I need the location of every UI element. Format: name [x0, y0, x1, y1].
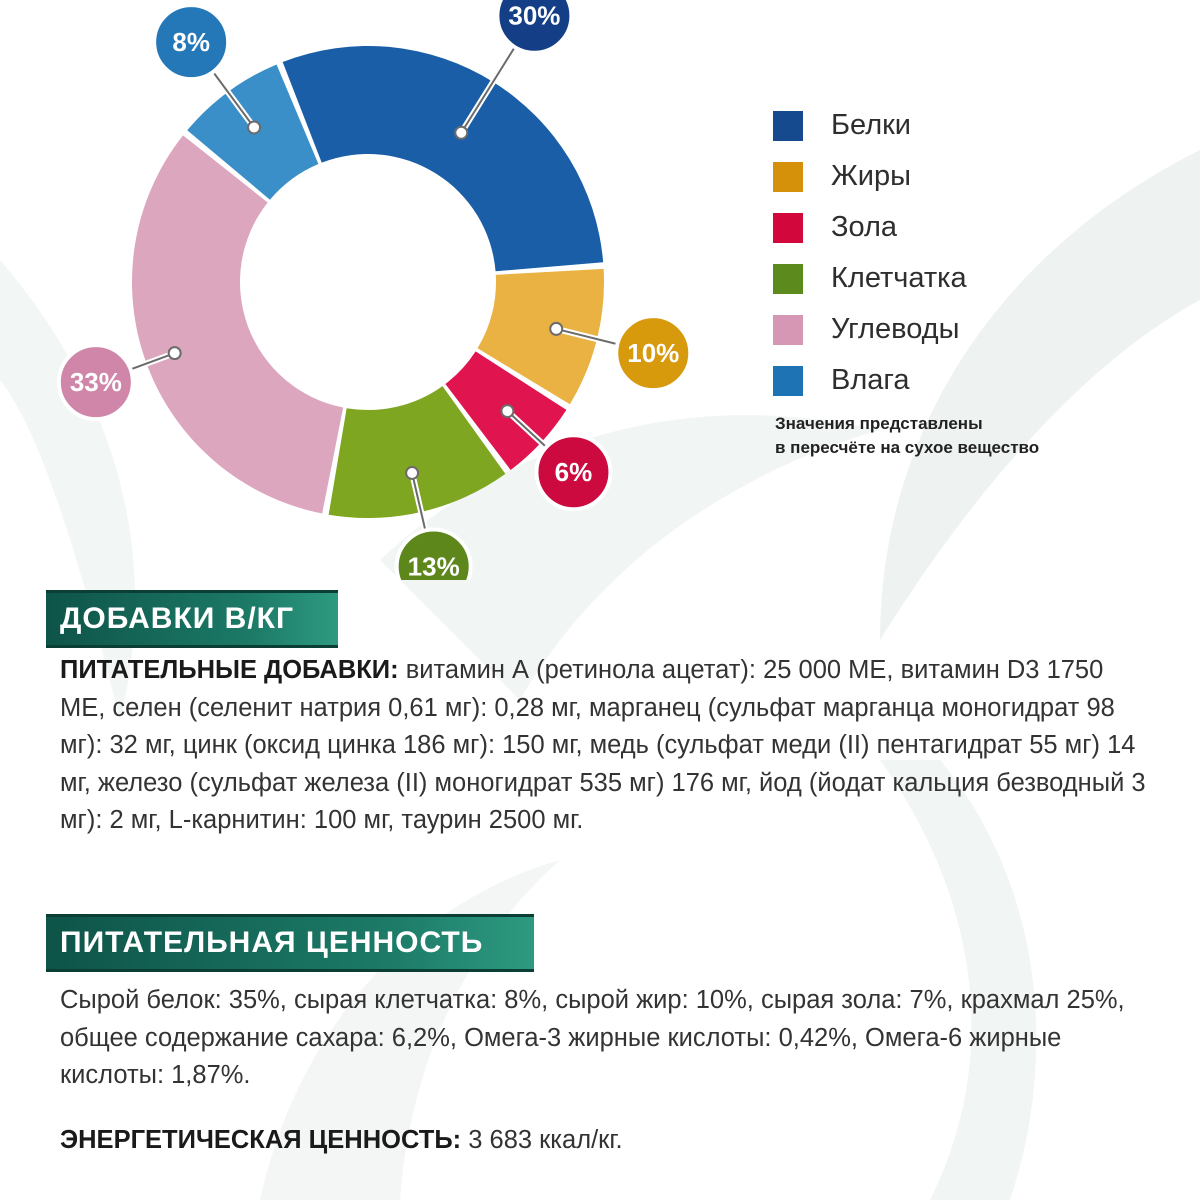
nutrition-text: Сырой белок: 35%, сырая клетчатка: 8%, сырой жир: 10%, сырая зола: 7%, крахмал 25%, общее содержание сахара: 6,2%, Омега-3 жирные кислоты: 0,42%, Омега-6 жирные кислоты: 1,87%.: [60, 986, 1125, 1089]
legend-item-moisture: [773, 355, 967, 406]
note-line: в пересчёте на сухое вещество: [775, 438, 1040, 457]
additives-lead: ПИТАТЕЛЬНЫЕ ДОБАВКИ:: [60, 656, 399, 684]
value-label: 30%: [508, 0, 561, 31]
value-label: 33%: [69, 367, 122, 398]
legend-label: Жиры: [831, 160, 911, 192]
legend-swatch: [773, 315, 803, 345]
legend-label: Зола: [831, 211, 898, 243]
legend-item-carbs: [773, 304, 967, 355]
value-label: 13%: [407, 551, 460, 580]
additives-heading: ДОБАВКИ В/КГ: [46, 590, 338, 648]
note-line: Значения представлены: [775, 414, 983, 433]
legend-swatch: [773, 213, 803, 243]
callout-dot: [455, 127, 467, 139]
chart-legend: [773, 100, 967, 406]
energy-text: [60, 1122, 1150, 1160]
energy-lead: ЭНЕРГЕТИЧЕСКАЯ ЦЕННОСТЬ:: [60, 1126, 462, 1154]
additives-body: витамин А (ретинола ацетат): 25 000 МЕ, витамин D3 1750 МЕ, селен (селенит натрия 0,61 мг): 0,28 мг, марганец (сульфат марганца моногидрат 98 мг): 32 мг, цинк (оксид цинка 186 мг): 150 мг, медь (сульфат меди (II) пентагидрат 55 мг) 14 мг, железо (сульфат железа (II) моногидрат 535 мг) 176 мг, йод (йодат кальция безводный 3 мг): 2 мг, L-карнитин: 100 мг, таурин 2500 мг.: [60, 656, 1146, 834]
value-label: 6%: [554, 457, 593, 488]
callout-dot: [501, 405, 513, 417]
value-label: 8%: [172, 27, 210, 58]
callout-dot: [406, 467, 418, 479]
donut-slice: [132, 135, 343, 513]
legend-item-fats: [773, 151, 967, 202]
value-label: 10%: [627, 338, 680, 369]
energy-value: 3 683 ккал/кг.: [461, 1126, 623, 1154]
nutrition-heading: ПИТАТЕЛЬНАЯ ЦЕННОСТЬ: [46, 914, 534, 972]
legend-label: Влага: [831, 364, 910, 396]
legend-swatch: [773, 366, 803, 396]
dry-matter-note: [775, 412, 1175, 460]
legend-label: Клетчатка: [831, 262, 967, 294]
legend-item-proteins: [773, 100, 967, 151]
callout-dot: [248, 121, 260, 133]
donut-slice: [283, 46, 604, 271]
legend-swatch: [773, 111, 803, 141]
legend-item-fiber: [773, 253, 967, 304]
legend-swatch: [773, 162, 803, 192]
donut-chart: [0, 0, 760, 580]
legend-swatch: [773, 264, 803, 294]
legend-label: Углеводы: [831, 313, 960, 345]
callout-dot: [169, 347, 181, 359]
additives-text: [60, 652, 1150, 840]
legend-label: Белки: [831, 109, 912, 141]
callout-dot: [550, 323, 562, 335]
legend-item-ash: [773, 202, 967, 253]
